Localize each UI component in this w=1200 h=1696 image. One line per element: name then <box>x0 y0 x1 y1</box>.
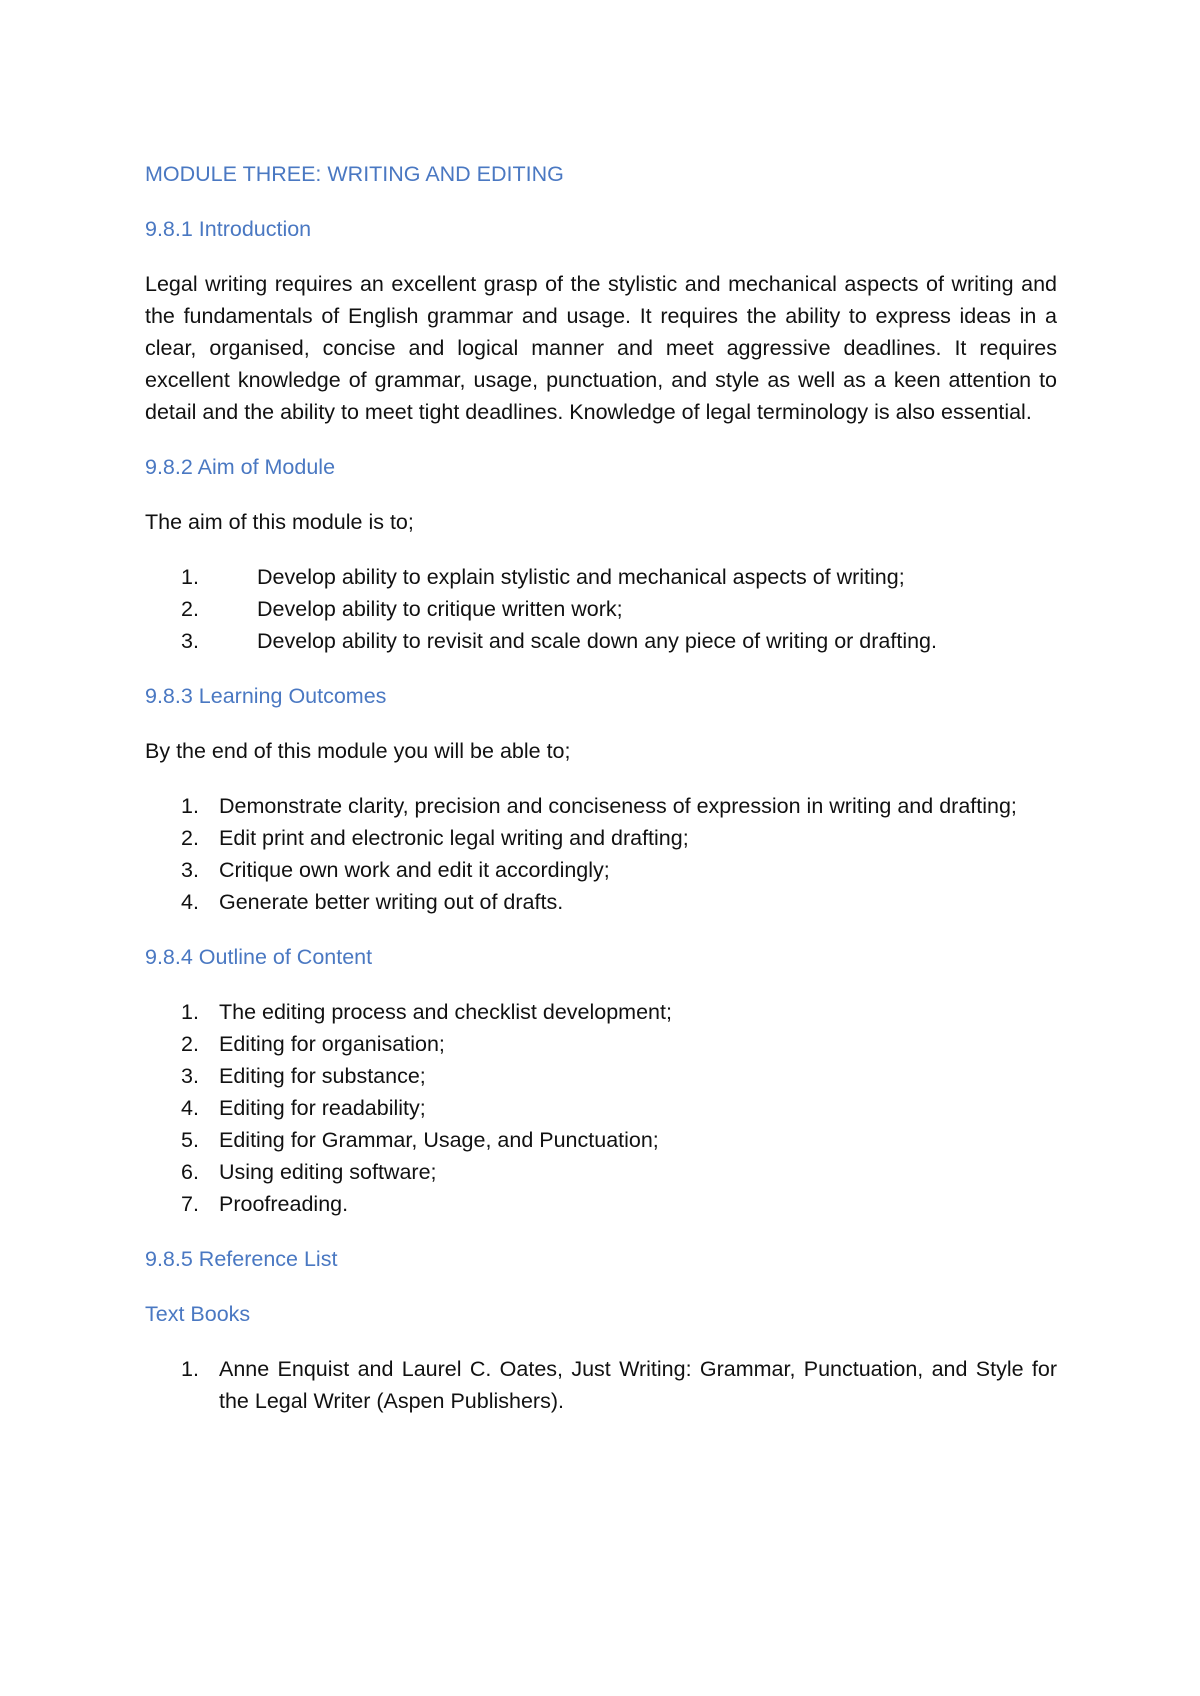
list-number: 5. <box>181 1128 199 1152</box>
list-text: Using editing software; <box>219 1160 437 1184</box>
outcomes-intro: By the end of this module you will be able to; <box>145 739 571 763</box>
document-page <box>145 158 1057 1417</box>
list-item <box>145 593 1057 625</box>
list-text: Editing for readability; <box>219 1096 426 1120</box>
list-item <box>145 1124 1057 1156</box>
introduction-heading: 9.8.1 Introduction <box>145 217 312 241</box>
list-item <box>145 1353 1057 1417</box>
textbooks-subheading: Text Books <box>145 1302 251 1326</box>
list-text: Edit print and electronic legal writing and drafting; <box>219 826 689 850</box>
list-number: 1. <box>181 794 199 818</box>
list-item <box>145 625 1057 657</box>
outline-list <box>145 996 1057 1220</box>
list-item <box>145 822 1057 854</box>
list-number: 1. <box>181 1357 199 1381</box>
list-text: Demonstrate clarity, precision and conciseness of expression in writing and drafting; <box>219 794 1017 818</box>
list-item <box>145 1028 1057 1060</box>
list-text: Editing for substance; <box>219 1064 426 1088</box>
list-item <box>145 1188 1057 1220</box>
list-text: Editing for Grammar, Usage, and Punctuation; <box>219 1128 659 1152</box>
list-text: Anne Enquist and Laurel C. Oates, Just Writing: Grammar, Punctuation, and Style for the Legal Writer (Aspen Publishers). <box>219 1357 1057 1413</box>
list-text: Develop ability to revisit and scale down any piece of writing or drafting. <box>257 629 937 653</box>
list-number: 2. <box>181 597 199 621</box>
aim-heading: 9.8.2 Aim of Module <box>145 455 336 479</box>
introduction-body: Legal writing requires an excellent grasp of the stylistic and mechanical aspects of writing and the fundamentals of English grammar and usage. It requires the ability to express ideas in a clear, organised, concise and logical manner and meet aggressive deadlines. It requires excellent knowledge of grammar, usage, punctuation, and style as well as a keen attention to detail and the ability to meet tight deadlines. Knowledge of legal terminology is also essential. <box>145 272 1057 424</box>
list-item <box>145 1156 1057 1188</box>
list-text: Critique own work and edit it accordingly; <box>219 858 610 882</box>
list-number: 7. <box>181 1192 199 1216</box>
list-item <box>145 886 1057 918</box>
list-item <box>145 1092 1057 1124</box>
list-number: 4. <box>181 890 199 914</box>
module-title: MODULE THREE: WRITING AND EDITING <box>145 162 564 186</box>
list-number: 3. <box>181 1064 199 1088</box>
list-text: Proofreading. <box>219 1192 349 1216</box>
list-item <box>145 854 1057 886</box>
aim-list <box>145 561 1057 657</box>
outcomes-heading: 9.8.3 Learning Outcomes <box>145 684 387 708</box>
list-number: 3. <box>181 858 199 882</box>
outline-heading: 9.8.4 Outline of Content <box>145 945 373 969</box>
references-heading: 9.8.5 Reference List <box>145 1247 338 1271</box>
list-number: 3. <box>181 629 199 653</box>
list-text: Develop ability to critique written work; <box>257 597 623 621</box>
aim-intro: The aim of this module is to; <box>145 510 414 534</box>
references-list <box>145 1353 1057 1417</box>
list-text: The editing process and checklist development; <box>219 1000 672 1024</box>
list-item <box>145 561 1057 593</box>
list-text: Generate better writing out of drafts. <box>219 890 564 914</box>
outcomes-list <box>145 790 1057 918</box>
list-item <box>145 1060 1057 1092</box>
list-number: 2. <box>181 826 199 850</box>
list-number: 1. <box>181 1000 199 1024</box>
list-number: 1. <box>181 565 199 589</box>
list-item <box>145 790 1057 822</box>
list-text: Editing for organisation; <box>219 1032 445 1056</box>
list-number: 2. <box>181 1032 199 1056</box>
list-number: 6. <box>181 1160 199 1184</box>
list-item <box>145 996 1057 1028</box>
list-number: 4. <box>181 1096 199 1120</box>
list-text: Develop ability to explain stylistic and mechanical aspects of writing; <box>257 565 905 589</box>
